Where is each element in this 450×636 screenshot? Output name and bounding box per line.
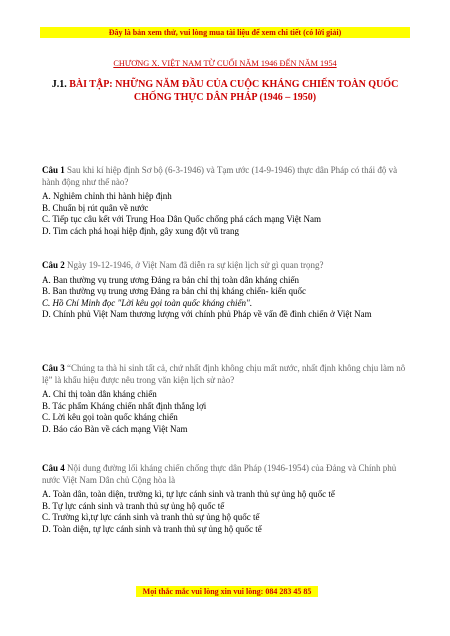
question-4 bbox=[42, 463, 408, 535]
exercise-title-text: BÀI TẬP: NHỮNG NĂM ĐẦU CỦA CUỘC KHÁNG CHIẾN TOÀN QUỐC CHỐNG THỰC DÂN PHÁP (1946 – 1950) bbox=[69, 79, 399, 103]
question-label: Câu 4 bbox=[42, 463, 65, 473]
chapter-heading: CHƯƠNG X. VIỆT NAM TỪ CUỐI NĂM 1946 ĐẾN NĂM 1954 bbox=[113, 59, 337, 68]
question-label: Câu 3 bbox=[42, 363, 65, 373]
question-stem: “Chúng ta thà hi sinh tất cả, chứ nhất định không chịu mất nước, nhất định không chịu làm nô lệ” là khẩu hiệu được nêu trong văn kiện lịch sử nào? bbox=[42, 363, 406, 385]
contact-banner: Mọi thắc mắc vui lòng xin vui lòng: 084 283 45 85 bbox=[136, 586, 318, 597]
option-b: B. Chuẩn bị rút quân về nước bbox=[42, 202, 149, 213]
option-c: C. Lời kêu gọi toàn quốc kháng chiến bbox=[42, 412, 178, 422]
option-b: B. Tác phẩm Kháng chiến nhất định thắng lợi bbox=[42, 400, 207, 411]
preview-banner: Đây là bản xem thử, vui lòng mua tài liệu để xem chi tiết (có lời giải) bbox=[40, 27, 410, 38]
option-c: C. Tiếp tục câu kết với Trung Hoa Dân Quốc chống phá cách mạng Việt Nam bbox=[42, 214, 322, 224]
question-1 bbox=[42, 165, 408, 237]
option-d: D. Toàn diện, tự lực cánh sinh và tranh thủ sự ủng hộ quốc tế bbox=[42, 523, 262, 534]
option-a: A. Toàn dân, toàn diện, trường kì, tự lực cánh sinh và tranh thủ sự ủng hộ quốc tế bbox=[42, 489, 335, 499]
question-label: Câu 1 bbox=[42, 165, 65, 175]
option-d: D. Chính phủ Việt Nam thương lượng với chính phủ Pháp về vấn đề đình chiến ở Việt Nam bbox=[42, 309, 372, 319]
question-3 bbox=[42, 363, 408, 435]
question-stem: Nội dung đường lối kháng chiến chống thực dân Pháp (1946-1954) của Đảng và Chính phủ nước Việt Nam Dân chủ Cộng hòa là bbox=[42, 463, 397, 485]
question-stem: Ngày 19-12-1946, ở Việt Nam đã diễn ra sự kiện lịch sử gì quan trọng? bbox=[67, 260, 324, 270]
option-a: A. Nghiêm chỉnh thi hành hiệp định bbox=[42, 191, 172, 201]
question-stem: Sau khi kí hiệp định Sơ bộ (6-3-1946) và Tạm ước (14-9-1946) thực dân Pháp có thái độ và hành động như thế nào? bbox=[42, 165, 398, 187]
option-d: D. Tìm cách phá hoại hiệp định, gây xung đột vũ trang bbox=[42, 225, 240, 236]
option-a: A. Ban thường vụ trung ương Đảng ra bản chỉ thị toàn dân kháng chiến bbox=[42, 274, 299, 285]
option-a: A. Chỉ thị toàn dân kháng chiến bbox=[42, 389, 157, 399]
option-b: B. Tự lực cánh sinh và tranh thủ sự ủng hộ quốc tế bbox=[42, 500, 225, 511]
question-2 bbox=[42, 260, 408, 321]
option-b: B. Ban thường vụ trung ương Đảng ra bản chỉ thị kháng chiến- kiến quốc bbox=[42, 286, 306, 296]
question-label: Câu 2 bbox=[42, 260, 65, 270]
exercise-number: J.1. bbox=[51, 79, 67, 90]
option-c: C. Trường kì,tự lực cánh sinh và tranh thủ sự ủng hộ quốc tế bbox=[42, 512, 260, 522]
exercise-title bbox=[50, 78, 400, 104]
option-c: C. Hồ Chí Minh đọc "Lời kêu gọi toàn quốc kháng chiến". bbox=[42, 297, 253, 308]
option-d: D. Báo cáo Bàn về cách mạng Việt Nam bbox=[42, 423, 188, 434]
